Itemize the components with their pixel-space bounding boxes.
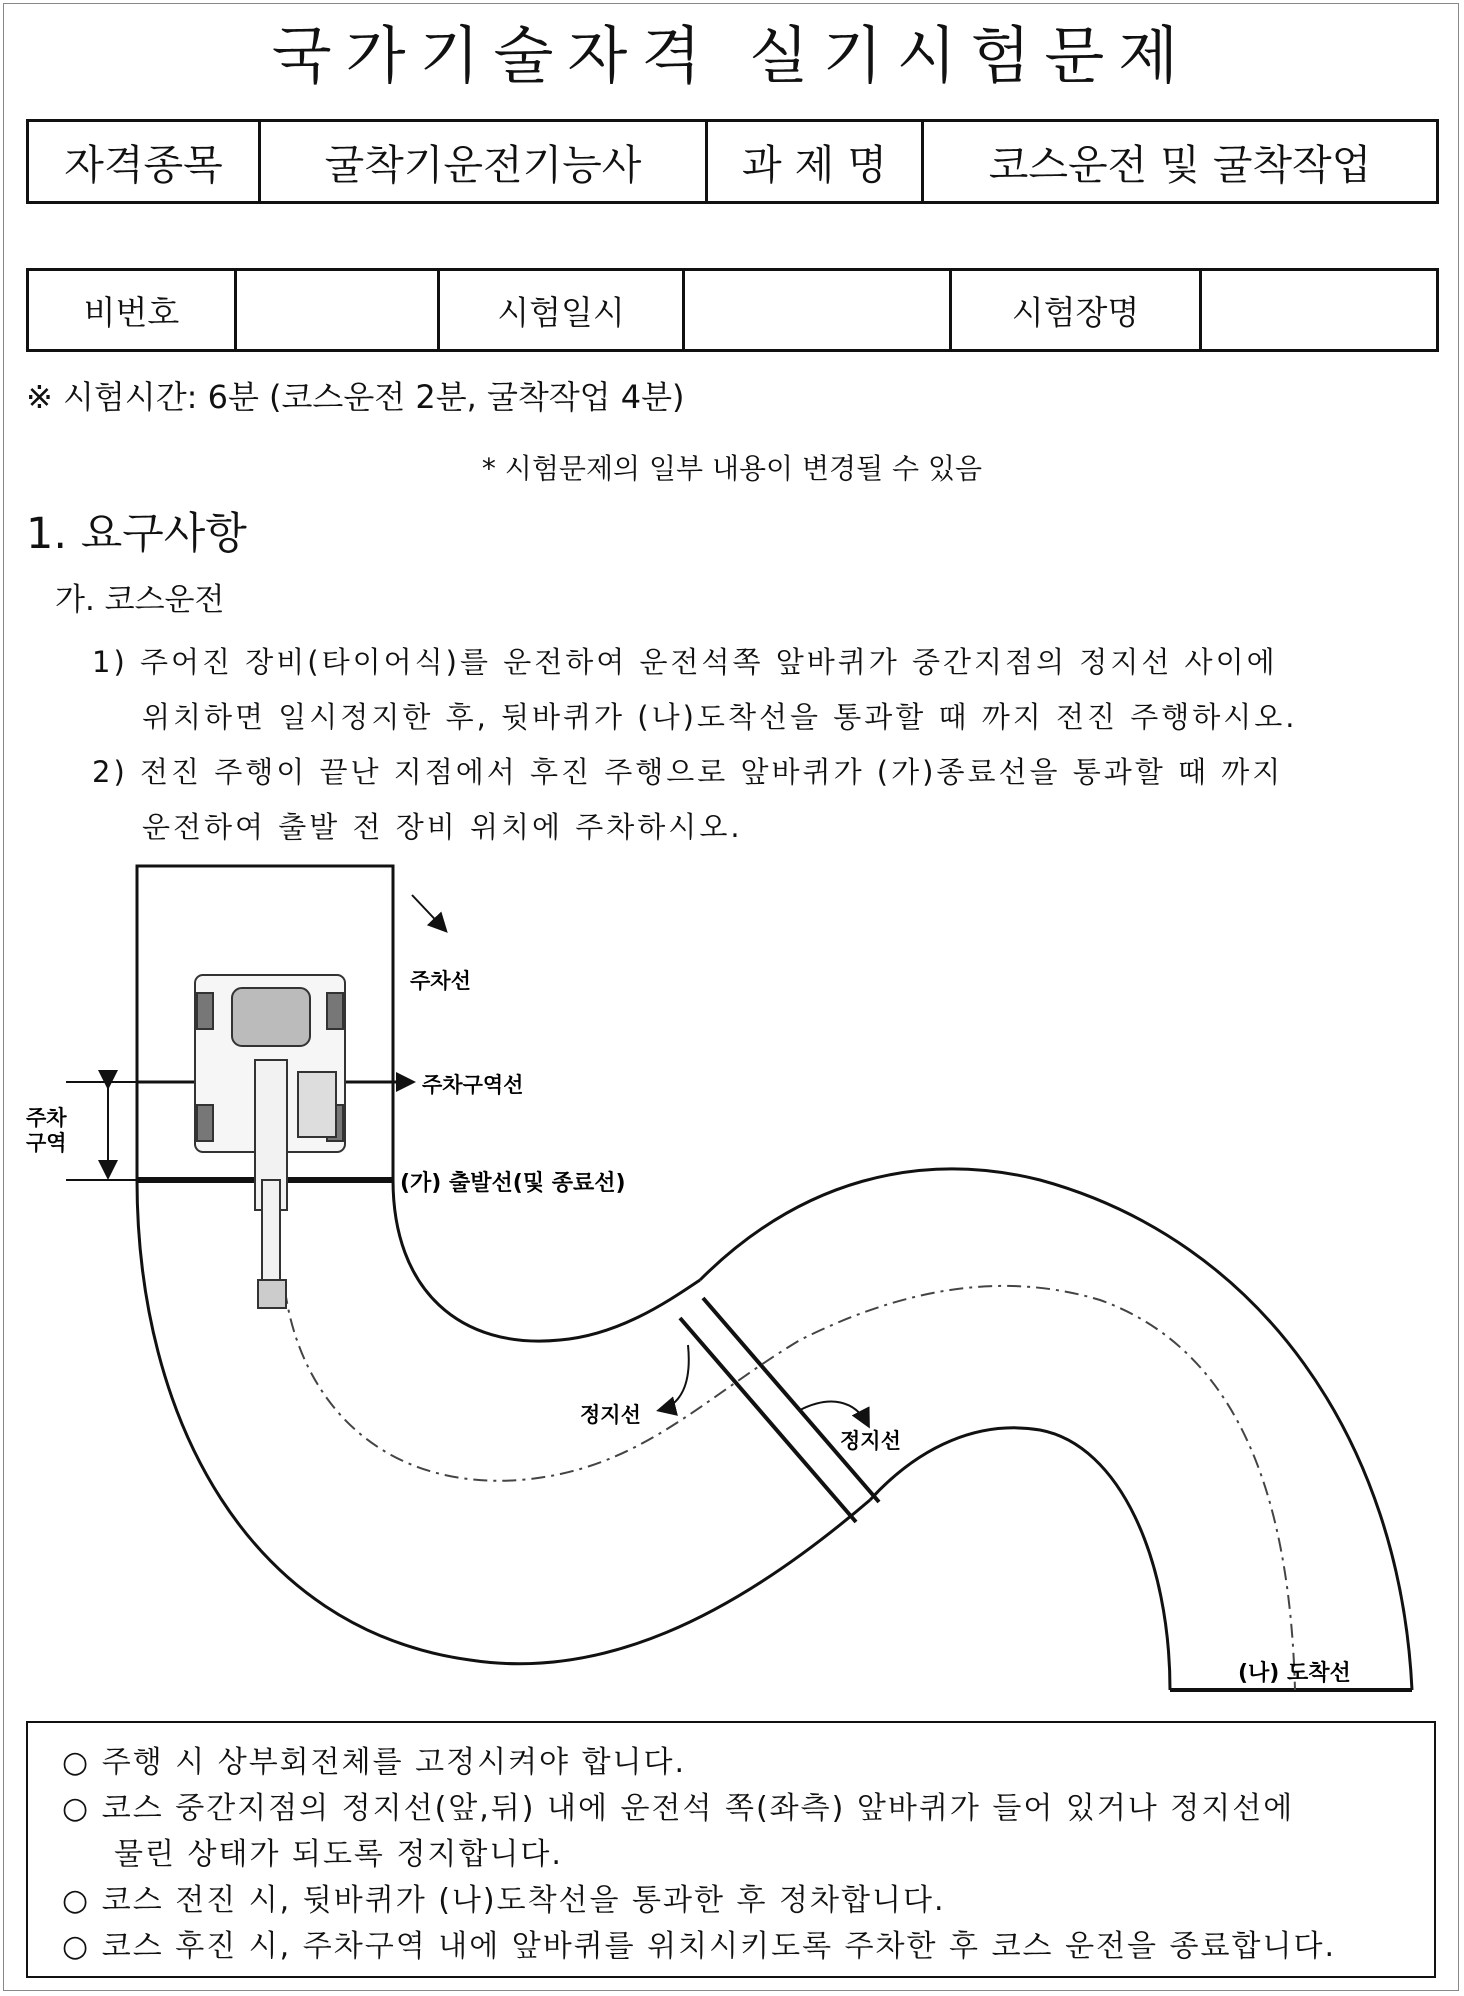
excavator-icon — [195, 975, 345, 1308]
label-arrival-line: (나) 도착선 — [1238, 1661, 1351, 1686]
label-exam-number: 비번호 — [28, 270, 236, 351]
sub-heading: 가. 코스운전 — [55, 582, 225, 618]
label-start-line: (가) 출발선(및 종료선) — [400, 1171, 626, 1196]
item1-line2: 위치하면 일시정지한 후, 뒷바퀴가 (나)도착선을 통과할 때 까지 전진 주행하시오. — [142, 700, 1298, 734]
exam-time-note: ※ 시험시간: 6분 (코스운전 2분, 굴착작업 4분) — [26, 378, 685, 416]
section-heading: 1. 요구사항 — [26, 509, 247, 559]
rule-1: ○ 주행 시 상부회전체를 고정시켜야 합니다. — [62, 1745, 687, 1780]
page-title: 국가기술자격 실기시험문제 — [271, 19, 1193, 92]
label-stop-line-right: 정지선 — [840, 1429, 901, 1453]
item1-line1: 1) 주어진 장비(타이어식)를 운전하여 운전석쪽 앞바퀴가 중간지점의 정지선 사이에 — [92, 645, 1278, 679]
value-qualification: 굴착기운전기능사 — [260, 121, 707, 203]
label-parking-zone-1: 주차 — [26, 1106, 67, 1130]
label-exam-place: 시험장명 — [951, 270, 1201, 351]
change-notice: * 시험문제의 일부 내용이 변경될 수 있음 — [481, 452, 983, 485]
rule-2-line1: ○ 코스 중간지점의 정지선(앞,뒤) 내에 운전석 쪽(좌측) 앞바퀴가 들어 있거나 정지선에 — [62, 1791, 1295, 1826]
label-parking-zone-2: 구역 — [26, 1131, 67, 1155]
value-task: 코스운전 및 굴착작업 — [923, 121, 1438, 203]
label-exam-datetime: 시험일시 — [439, 270, 684, 351]
label-task: 과 제 명 — [707, 121, 923, 203]
rule-3: ○ 코스 전진 시, 뒷바퀴가 (나)도착선을 통과한 후 정차합니다. — [62, 1883, 946, 1918]
label-parking-line: 주차선 — [410, 969, 471, 993]
label-parking-zone-line: 주차구역선 — [422, 1073, 524, 1097]
stop-lines — [680, 1298, 879, 1522]
item2-line2: 운전하여 출발 전 장비 위치에 주차하시오. — [142, 810, 743, 844]
parking-zone-dimension — [66, 1082, 137, 1180]
guide-path — [285, 1286, 1295, 1690]
label-qualification: 자격종목 — [28, 121, 260, 203]
parking-line-arrow — [412, 895, 445, 930]
item2-line1: 2) 전진 주행이 끝난 지점에서 후진 주행으로 앞바퀴가 (가)종료선을 통과할 때 까지 — [92, 755, 1284, 789]
label-stop-line-left: 정지선 — [580, 1403, 641, 1427]
rule-4: ○ 코스 후진 시, 주차구역 내에 앞바퀴를 위치시키도록 주차한 후 코스 운전을 종료합니다. — [62, 1929, 1336, 1964]
rule-2-line2: 물린 상태가 되도록 정지합니다. — [114, 1837, 563, 1872]
